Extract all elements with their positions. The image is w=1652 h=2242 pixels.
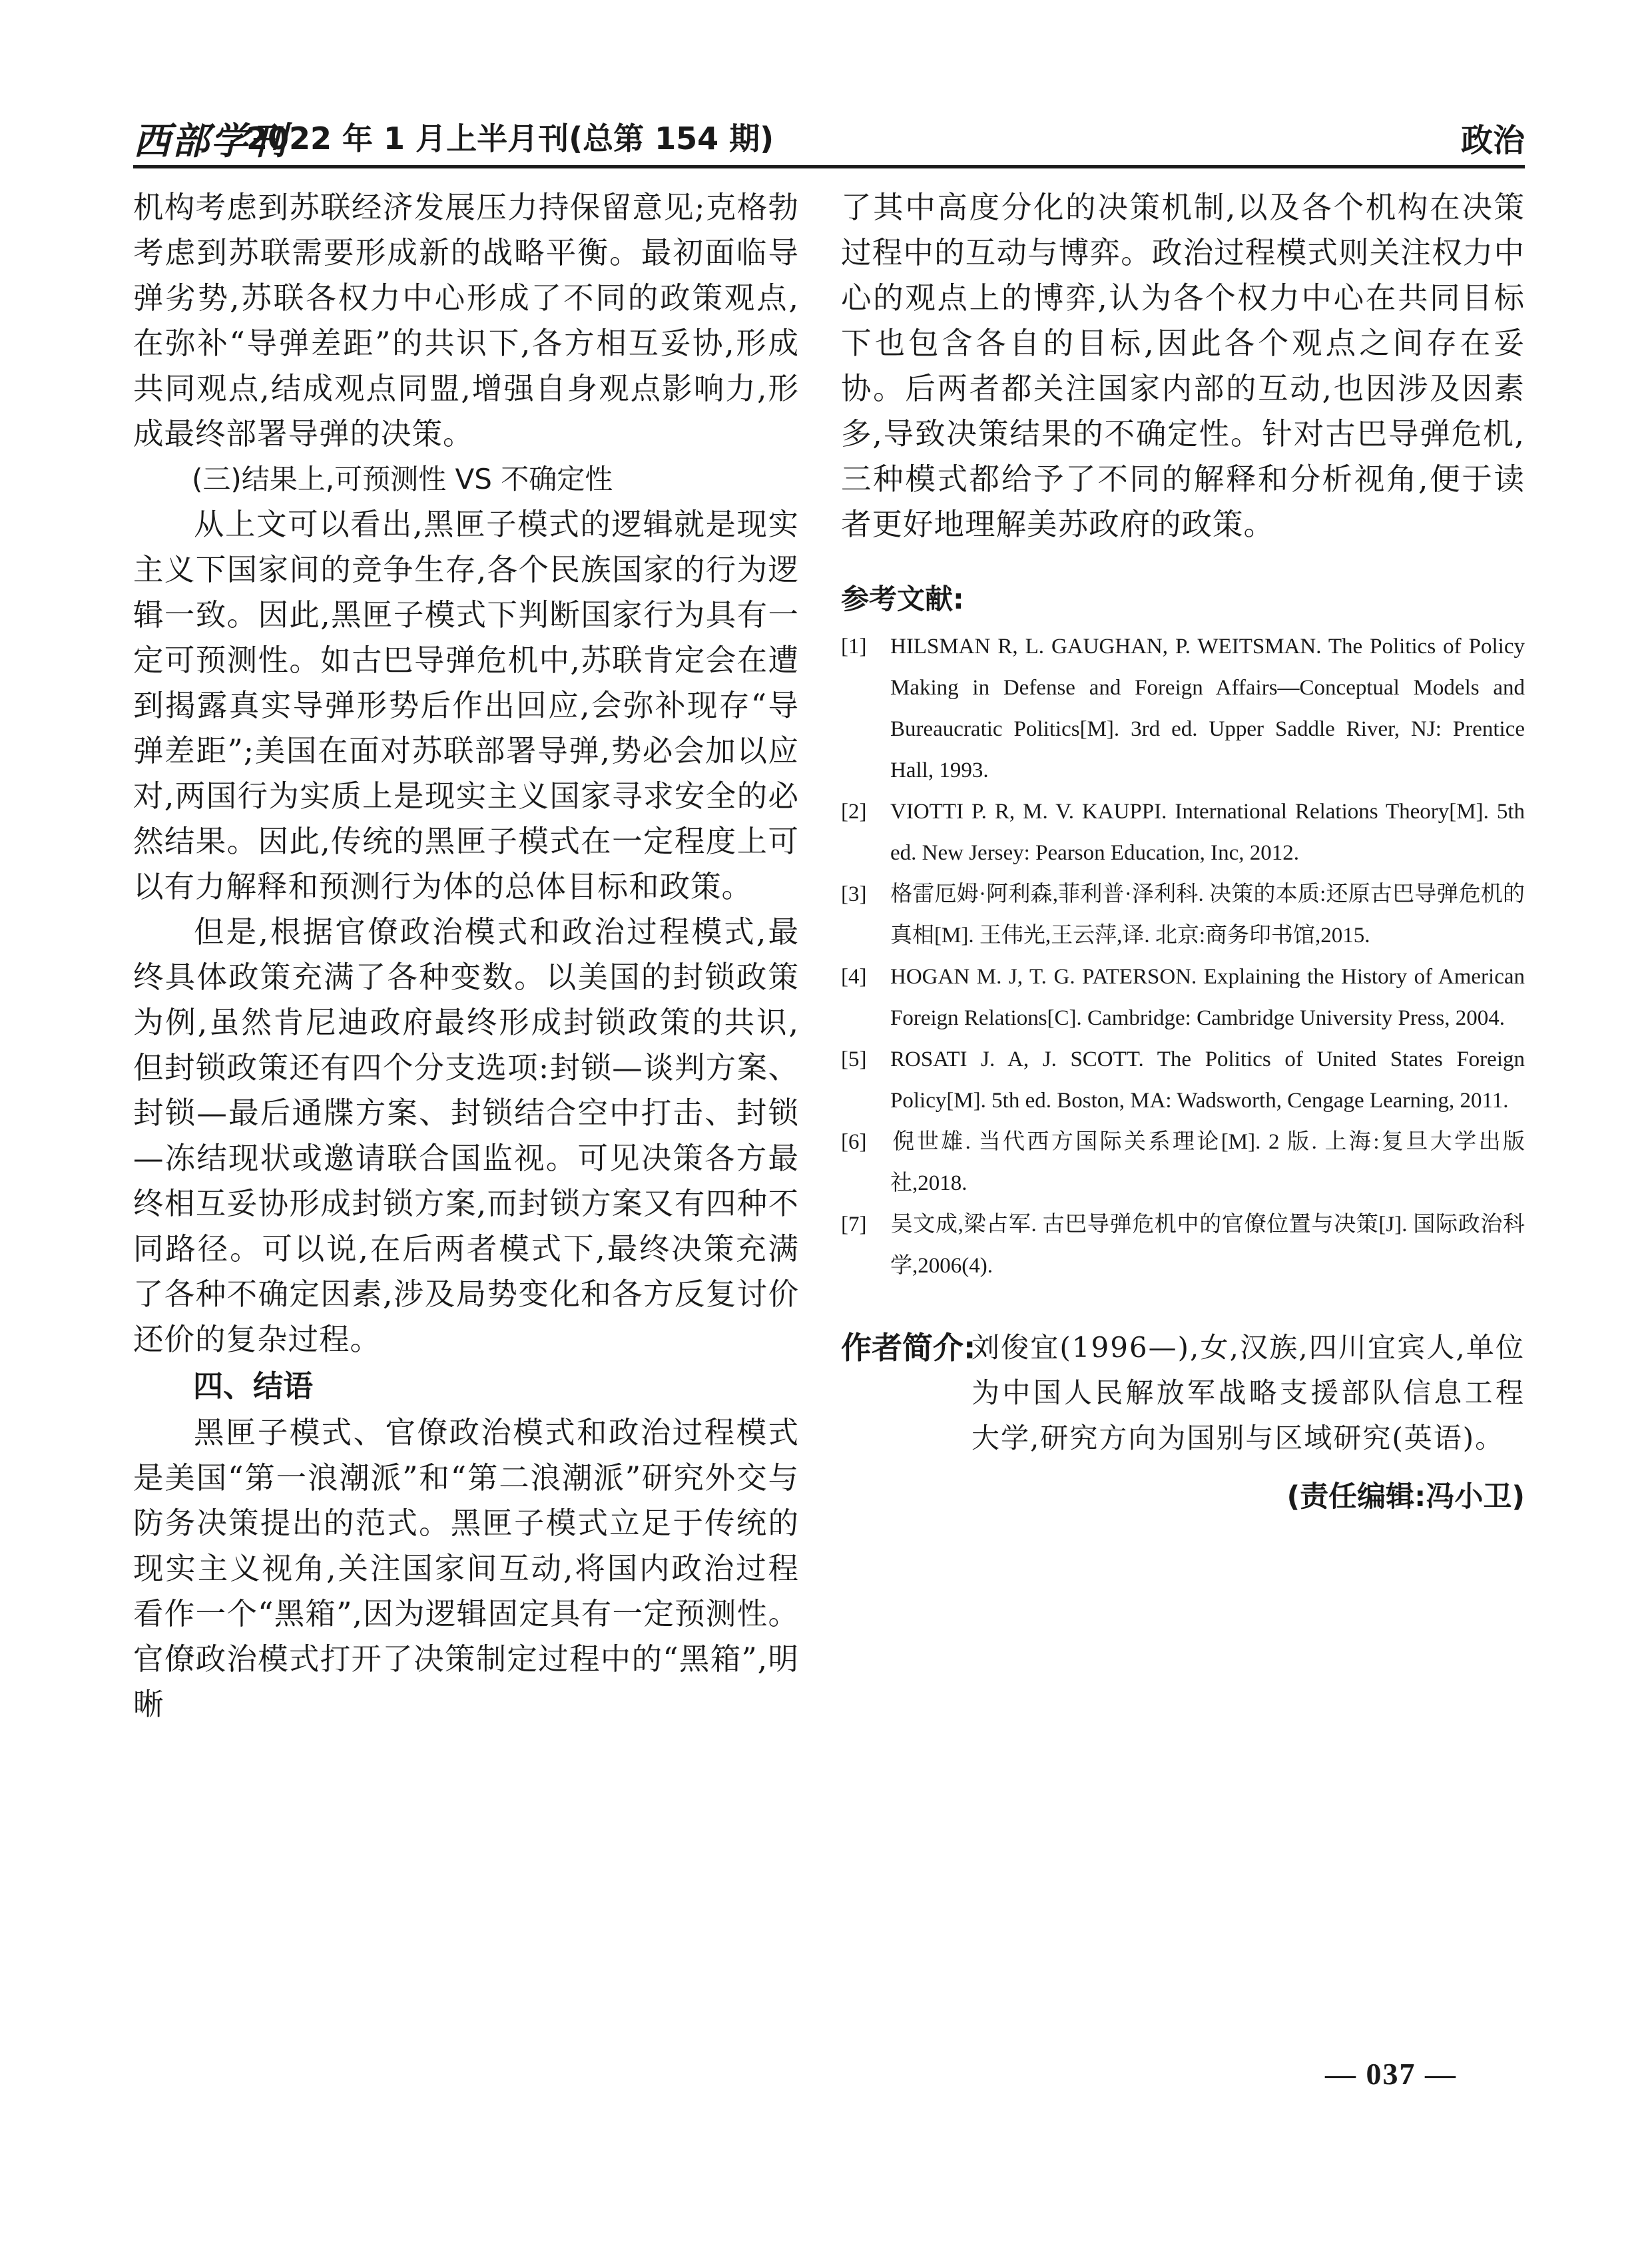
- reference-number: [2]: [841, 800, 867, 824]
- paragraph: 机构考虑到苏联经济发展压力持保留意见;克格勃考虑到苏联需要形成新的战略平衡。最初面临导弹劣势,苏联各权力中心形成了不同的政策观点,在弥补“导弹差距”的共识下,各方相互妥协,形成共同观点,结成观点同盟,增强自身观点影响力,形成最终部署导弹的决策。: [133, 190, 799, 451]
- reference-number: [6]: [841, 1130, 867, 1154]
- reference-number: [1]: [841, 635, 867, 659]
- reference-text: 格雷厄姆·阿利森,菲利普·泽利科. 决策的本质:还原古巴导弹危机的真相[M]. 王伟光,王云萍,译. 北京:商务印书馆,2015.: [890, 882, 1525, 948]
- right-column: [841, 185, 1525, 1520]
- reference-item: [841, 956, 1525, 1039]
- reference-item: [841, 1121, 1525, 1204]
- reference-text: 倪世雄. 当代西方国际关系理论[M]. 2 版. 上海:复旦大学出版社,2018.: [890, 1130, 1525, 1195]
- subheading: (三)结果上,可预测性 VS 不确定性: [192, 463, 613, 495]
- author-bio: 刘俊宜(1996—),女,汉族,四川宜宾人,单位为中国人民解放军战略支援部队信息工程大学,研究方向为国别与区域研究(英语)。: [971, 1331, 1525, 1454]
- reference-text: HOGAN M. J, T. G. PATERSON. Explaining the History of American Foreign Relations[C]. Cambridge: Cambridge University Press, 2004.: [890, 965, 1525, 1030]
- running-header: [133, 112, 1525, 163]
- page-number: — 037 —: [1325, 2057, 1457, 2091]
- paragraph: 但是,根据官僚政治模式和政治过程模式,最终具体政策充满了各种变数。以美国的封锁政策为例,虽然肯尼迪政府最终形成封锁政策的共识,但封锁政策还有四个分支选项:封锁—谈判方案、封锁—最后通牒方案、封锁结合空中打击、封锁—冻结现状或邀请联合国监视。可见决策各方最终相互妥协形成封锁方案,而封锁方案又有四种不同路径。可以说,在后两者模式下,最终决策充满了各种不确定因素,涉及局势变化和各方反复讨价还价的复杂过程。: [133, 914, 799, 1357]
- paragraph: 从上文可以看出,黑匣子模式的逻辑就是现实主义下国家间的竞争生存,各个民族国家的行为逻辑一致。因此,黑匣子模式下判断国家行为具有一定可预测性。如古巴导弹危机中,苏联肯定会在遭到揭露真实导弹形势后作出回应,会弥补现存“导弹差距”;美国在面对苏联部署导弹,势必会加以应对,两国行为实质上是现实主义国家寻求安全的必然结果。因此,传统的黑匣子模式在一定程度上可以有力解释和预测行为体的总体目标和政策。: [133, 507, 799, 904]
- reference-item: [841, 1204, 1525, 1286]
- reference-text: VIOTTI P. R, M. V. KAUPPI. International Relations Theory[M]. 5th ed. New Jersey: Pearson Education, Inc, 2012.: [890, 800, 1525, 865]
- reference-item: [841, 1039, 1525, 1121]
- author-bio-block: [841, 1325, 1525, 1461]
- left-column: [133, 185, 799, 1727]
- reference-number: [5]: [841, 1047, 867, 1071]
- paragraph: 黑匣子模式、官僚政治模式和政治过程模式是美国“第一浪潮派”和“第二浪潮派”研究外交与防务决策提出的范式。黑匣子模式立足于传统的现实主义视角,关注国家间互动,将国内政治过程看作一个“黑箱”,因为逻辑固定具有一定预测性。官僚政治模式打开了决策制定过程中的“黑箱”,明晰: [133, 1415, 799, 1722]
- reference-item: [841, 874, 1525, 956]
- reference-item: [841, 791, 1525, 874]
- references-title: 参考文献:: [841, 583, 964, 615]
- author-label: 作者简介:: [841, 1330, 976, 1366]
- issue-info: 2022 年 1 月上半月刊(总第 154 期): [246, 121, 774, 156]
- responsible-editor: (责任编辑:冯小卫): [1286, 1480, 1525, 1514]
- section-name: 政治: [1460, 122, 1525, 159]
- header-rule: [133, 165, 1525, 168]
- reference-list: [841, 626, 1525, 1286]
- paragraph: 了其中高度分化的决策机制,以及各个机构在决策过程中的互动与博弈。政治过程模式则关注权力中心的观点上的博弈,认为各个权力中心在共同目标下也包含各自的目标,因此各个观点之间存在妥协。后两者都关注国家内部的互动,也因涉及因素多,导致决策结果的不确定性。针对古巴导弹危机,三种模式都给予了不同的解释和分析视角,便于读者更好地理解美苏政府的政策。: [841, 190, 1525, 542]
- section-heading: 四、结语: [193, 1368, 314, 1404]
- reference-item: [841, 626, 1525, 791]
- reference-text: HILSMAN R, L. GAUGHAN, P. WEITSMAN. The Politics of Policy Making in Defense and Foreign Affairs—Conceptual Models and Bureaucratic Politics[M]. 3rd ed. Upper Saddle River, NJ: Prentice Hall, 1993.: [890, 635, 1525, 782]
- reference-text: ROSATI J. A, J. SCOTT. The Politics of United States Foreign Policy[M]. 5th ed. Boston, MA: Wadsworth, Cengage Learning, 2011.: [890, 1047, 1525, 1113]
- reference-text: 吴文成,梁占军. 古巴导弹危机中的官僚位置与决策[J]. 国际政治科学,2006(4).: [890, 1213, 1525, 1278]
- journal-logo: 西部学刊: [133, 119, 288, 163]
- reference-number: [7]: [841, 1213, 867, 1237]
- reference-number: [3]: [841, 882, 867, 906]
- reference-number: [4]: [841, 965, 867, 989]
